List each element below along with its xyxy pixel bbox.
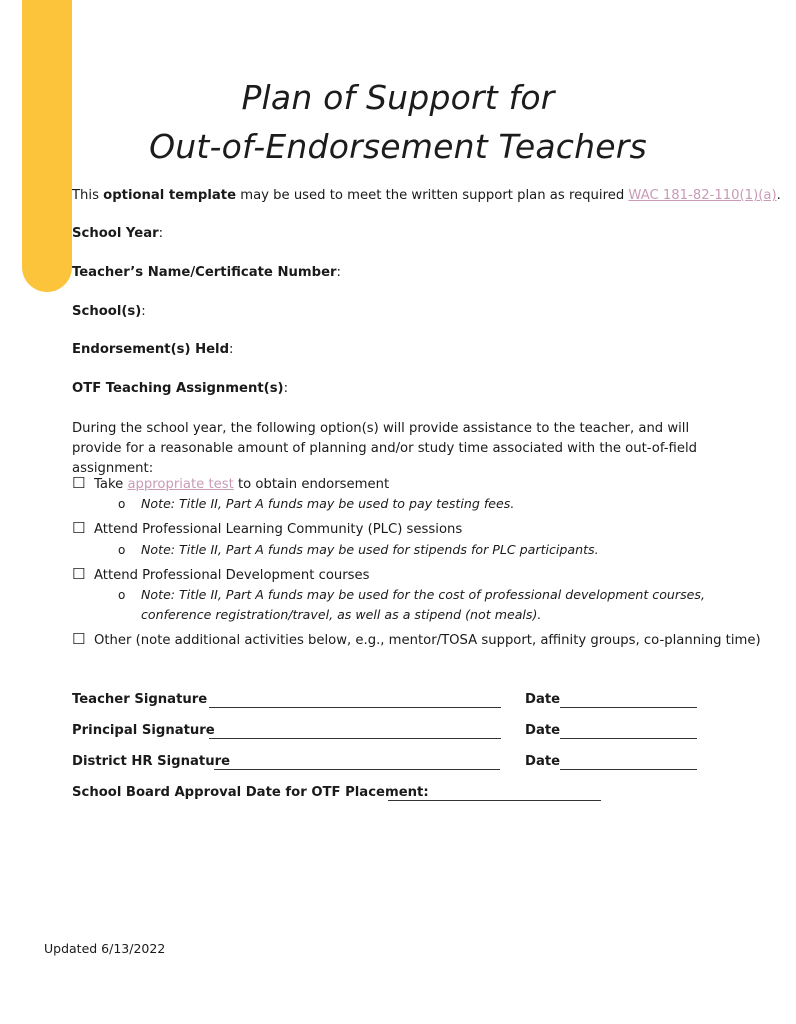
board-approval-label: School Board Approval Date for OTF Placement: [72,785,429,800]
option-plc: ☐ Attend Professional Learning Community (PLC) sessions [72,519,463,537]
option-take-test: ☐ Take appropriate test to obtain endorsement [72,474,390,492]
field-teacher-name: Teacher’s Name/Certificate Number: [72,265,341,280]
principal-date-line[interactable] [560,738,697,739]
district-hr-signature-label: District HR Signature [72,754,231,769]
checkbox-plc[interactable]: ☐ [72,519,86,537]
teacher-date-label: Date [525,692,561,707]
principal-signature-line[interactable] [209,738,501,739]
wac-link[interactable]: WAC 181-82-110(1)(a) [628,188,777,203]
intro-bold: optional template [103,188,237,203]
checkbox-pd-courses[interactable]: ☐ [72,565,86,583]
teacher-date-line[interactable] [560,707,697,708]
teacher-signature-line[interactable] [209,707,501,708]
district-hr-date-label: Date [525,754,561,769]
field-otf-assignment: OTF Teaching Assignment(s): [72,381,289,396]
options-paragraph: During the school year, the following option(s) will provide assistance to the teacher, and will provide for a reasonable amount of planning and/or study time associated with the out-of-field assignment: [72,421,697,476]
field-endorsements-held: Endorsement(s) Held: [72,342,234,357]
principal-signature-label: Principal Signature [72,723,215,738]
checkbox-other[interactable]: ☐ [72,630,86,648]
principal-date-label: Date [525,723,561,738]
title-line-1: Plan of Support for [241,78,555,117]
option-pd-courses: ☐ Attend Professional Development courses [72,565,370,583]
intro-text: This optional template may be used to meet the written support plan as required WAC 181-82-110(1)(a). [72,188,781,203]
checkbox-take-test[interactable]: ☐ [72,474,86,492]
district-hr-signature-line[interactable] [214,769,500,770]
teacher-signature-label: Teacher Signature [72,692,208,707]
appropriate-test-link[interactable]: appropriate test [127,477,234,492]
district-hr-date-line[interactable] [560,769,697,770]
board-approval-line[interactable] [388,800,601,801]
field-schools: School(s): [72,304,146,319]
field-school-year: School Year: [72,226,164,241]
updated-date: Updated 6/13/2022 [44,941,166,956]
option-other: ☐ Other (note additional activities below, e.g., mentor/TOSA support, affinity groups, co-planning time) [72,630,761,648]
title-line-2: Out-of-Endorsement Teachers [149,127,647,166]
